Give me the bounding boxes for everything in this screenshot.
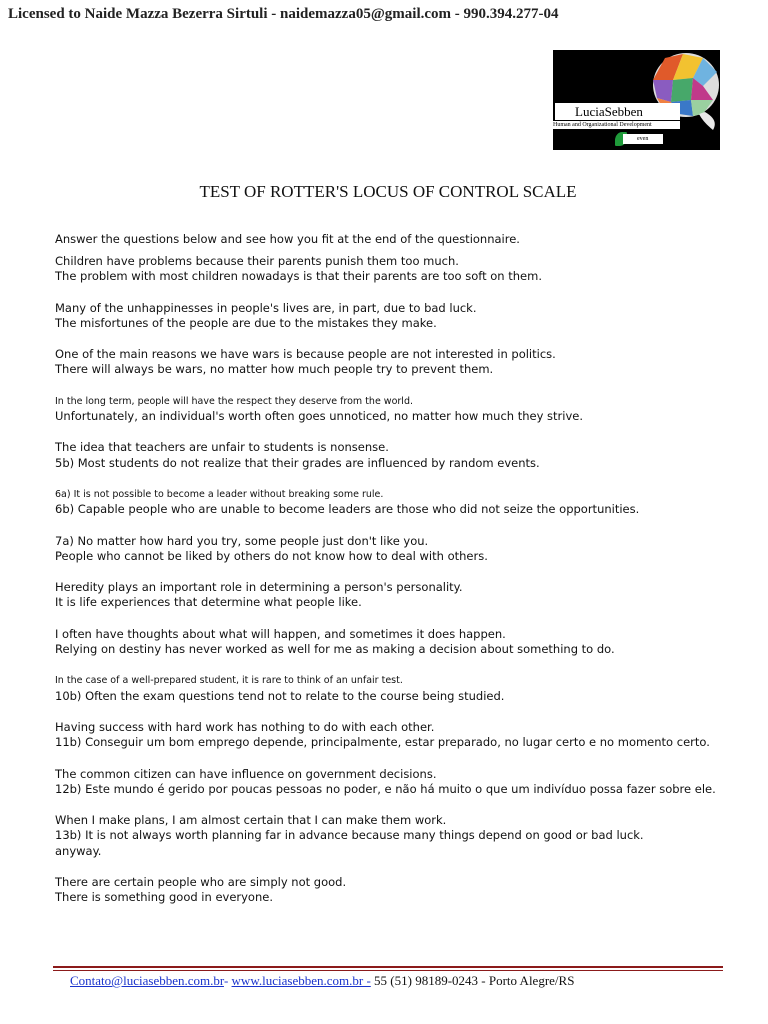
question-item (55, 254, 745, 285)
license-header: Licensed to Naide Mazza Bezerra Sirtuli - naidemazza05@gmail.com - 990.394.277-04 (8, 6, 559, 22)
option-b: 13b) It is not always worth planning far in advance because many things depend on good or bad luck. (55, 828, 644, 843)
option-b: There will always be wars, no matter how much people try to prevent them. (55, 362, 494, 377)
document-title: TEST OF ROTTER'S LOCUS OF CONTROL SCALE (199, 182, 577, 201)
option-b: There is something good in everyone. (55, 890, 273, 905)
question-item (55, 301, 745, 332)
option-b: The misfortunes of the people are due to the mistakes they make. (55, 315, 437, 330)
option-a: I often have thoughts about what will happen, and sometimes it does happen. (55, 626, 506, 641)
question-item (55, 440, 745, 471)
option-a: Children have problems because their parents punish them too much. (55, 254, 459, 268)
option-a: The common citizen can have influence on government decisions. (55, 766, 437, 781)
option-a: The idea that teachers are unfair to students is nonsense. (55, 440, 389, 455)
footer-phone: 55 (51) 98189-0243 - Porto Alegre/RS (374, 973, 575, 988)
footer-divider (53, 966, 723, 971)
question-item (55, 580, 745, 611)
question-item (55, 347, 745, 378)
question-item (55, 394, 745, 425)
logo-name: LuciaSebben (555, 103, 680, 120)
option-a: 7a) No matter how hard you try, some people just don't like you. (55, 533, 429, 548)
option-b: 12b) Este mundo é gerido por poucas pessoas no poder, e não há muito o que um indivíduo possa fazer sobre ele. (55, 781, 716, 796)
option-a: Many of the unhappinesses in people's lives are, in part, due to bad luck. (55, 300, 477, 315)
option-b: 5b) Most students do not realize that their grades are influenced by random events. (55, 455, 540, 470)
option-a: Having success with hard work has nothing to do with each other. (55, 719, 435, 734)
option-a: When I make plans, I am almost certain that I can make them work. (55, 813, 447, 828)
questionnaire (55, 232, 745, 922)
question-item (55, 813, 745, 859)
option-a: One of the main reasons we have wars is because people are not interested in politics. (55, 347, 556, 362)
option-b: Unfortunately, an individual's worth often goes unnoticed, no matter how much they strive. (55, 409, 584, 424)
option-b: People who cannot be liked by others do not know how to deal with others. (55, 548, 488, 563)
option-b: It is life experiences that determine what people like. (55, 595, 362, 610)
option-b: 10b) Often the exam questions tend not to relate to the course being studied. (55, 688, 505, 703)
option-b: 6b) Capable people who are unable to become leaders are those who did not seize the opportunities. (55, 502, 640, 517)
option-b: 11b) Conseguir um bom emprego depende, principalmente, estar preparado, no lugar certo e no momento certo. (55, 735, 710, 750)
email-link[interactable]: Contato@luciasebben.com.br (70, 973, 224, 988)
option-a: Heredity plays an important role in determining a person's personality. (55, 580, 463, 595)
footer-contact (70, 973, 574, 989)
luciasebben-logo (553, 50, 720, 150)
option-b: The problem with most children nowadays is that their parents are too soft on them. (55, 269, 542, 284)
question-item (55, 767, 745, 798)
question-item (55, 673, 745, 704)
option-a: In the case of a well-prepared student, it is rare to think of an unfair test. (55, 675, 403, 687)
logo-tagline: even though (623, 134, 663, 144)
footer-separator: - (223, 973, 229, 988)
question-item (55, 534, 745, 565)
option-b-continuation: anyway. (55, 843, 102, 858)
logo-subtitle: Human and Organizational Development (553, 121, 680, 129)
question-item (55, 875, 745, 906)
question-item (55, 720, 745, 751)
option-b: Relying on destiny has never worked as well for me as making a decision about something to do. (55, 642, 615, 657)
website-link[interactable]: www.luciasebben.com.br - (231, 973, 371, 988)
question-item (55, 627, 745, 658)
option-a: There are certain people who are simply not good. (55, 875, 347, 890)
option-a: 6a) It is not possible to become a leader without breaking some rule. (55, 488, 384, 500)
intro-text: Answer the questions below and see how you fit at the end of the questionnaire. (55, 232, 520, 246)
option-a: In the long term, people will have the respect they deserve from the world. (55, 395, 413, 407)
question-item (55, 487, 745, 518)
